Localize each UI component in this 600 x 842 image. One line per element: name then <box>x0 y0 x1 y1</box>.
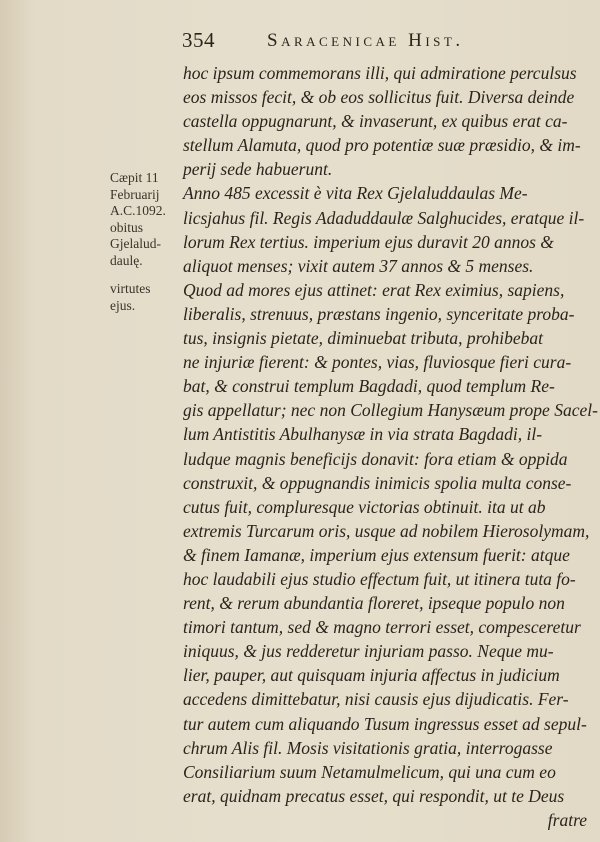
page-number: 354 <box>182 28 215 52</box>
text-line: tur autem cum aliquando Tusum ingressus esset ad sepul- <box>183 713 587 734</box>
text-line: lier, pauper, aut quisquam injuria affectus in judicium <box>183 665 560 686</box>
text-line: lorum Rex tertius. imperium ejus duravit 20 annos & <box>183 231 554 252</box>
margin-notes <box>110 170 180 314</box>
text-line: ne injuriæ fierent: & pontes, vias, fluviosque fieri cura- <box>183 352 572 373</box>
page-header <box>182 28 522 54</box>
text-line: aliquot menses; vixit autem 37 annos & 5 menses. <box>183 255 534 276</box>
margin-note-date <box>110 170 180 269</box>
text-line: hoc ipsum commemorans illi, qui admiratione perculsus <box>183 63 577 83</box>
text-line: hoc laudabili ejus studio effectum fuit, ut itinera tuta fo- <box>183 568 576 589</box>
text-line: chrum Alis fil. Mosis visitationis gratia, interrogasse <box>183 737 553 758</box>
margin-note-line: Gjelalud- <box>110 236 161 251</box>
text-line: stellum Alamuta, quod pro potentiæ suæ præsidio, & im- <box>183 135 581 156</box>
margin-note-line: daulę. <box>110 252 143 268</box>
margin-note-line: Cæpit 11 <box>110 170 159 185</box>
text-line: construxit, & oppugnandis inimicis spolia multa conse- <box>183 472 572 493</box>
margin-note-line: obitus <box>110 219 144 235</box>
body-text <box>183 61 598 832</box>
text-line: eos missos fecit, & ob eos sollicitus fuit. Diversa deinde <box>183 87 575 108</box>
text-line: gis appellatur; nec non Collegium Hanysæum prope Sacel- <box>183 400 598 421</box>
text-line: licsjahus fil. Regis Adaduddaulæ Salghucides, eratque il- <box>183 207 585 228</box>
text-line: castella oppugnarunt, & invaserunt, ex quibus erat ca- <box>183 111 568 132</box>
margin-note-line: ejus. <box>110 297 136 313</box>
margin-note-virtues <box>110 281 180 314</box>
margin-note-line: virtutes <box>110 281 151 296</box>
text-line: iniquus, & jus redderetur injuriam passo. Neque mu- <box>183 641 554 662</box>
text-line: Anno 485 excessit è vita Rex Gjelaluddaulas Me- <box>183 183 528 204</box>
catchword: fratre <box>547 809 587 830</box>
text-line: Quod ad mores ejus attinet: erat Rex eximius, sapiens, <box>183 279 565 300</box>
text-line: cutus fuit, compluresque victorias obtinuit. ita ut ab <box>183 496 546 517</box>
text-line: perij sede habuerunt. <box>183 159 333 180</box>
text-line: Consiliarium suum Netamulmelicum, qui una cum eo <box>183 761 556 782</box>
text-line: erat, quidnam precatus esset, qui respondit, ut te Deus <box>183 785 565 806</box>
running-title: Saracenicae Hist. <box>267 30 464 51</box>
text-line: & finem Iamanæ, imperium ejus extensum fuerit: atque <box>183 544 570 565</box>
text-line: accedens dimittebatur, nisi causis ejus dijudicatis. Fer- <box>183 689 569 710</box>
text-line: timori tantum, sed & magno terrori esset, compesceretur <box>183 617 581 638</box>
text-line: rent, & rerum abundantia floreret, ipseque populo non <box>183 593 565 614</box>
text-line: tus, insignis pietate, diminuebat tributa, prohibebat <box>183 328 544 349</box>
text-line: liberalis, strenuus, præstans ingenio, synceritate proba- <box>183 303 575 324</box>
text-line: lum Antistitis Abulhanysæ in via strata Bagdadi, il- <box>183 424 543 445</box>
text-line: ludque magnis beneficijs donavit: fora etiam & oppida <box>183 448 568 469</box>
text-line: extremis Turcarum oris, usque ad nobilem Hierosolymam, <box>183 520 590 541</box>
margin-note-line: A.C.1092. <box>110 203 166 218</box>
text-line: bat, & construi templum Bagdadi, quod templum Re- <box>183 376 555 397</box>
margin-note-line: Februarij <box>110 186 160 202</box>
